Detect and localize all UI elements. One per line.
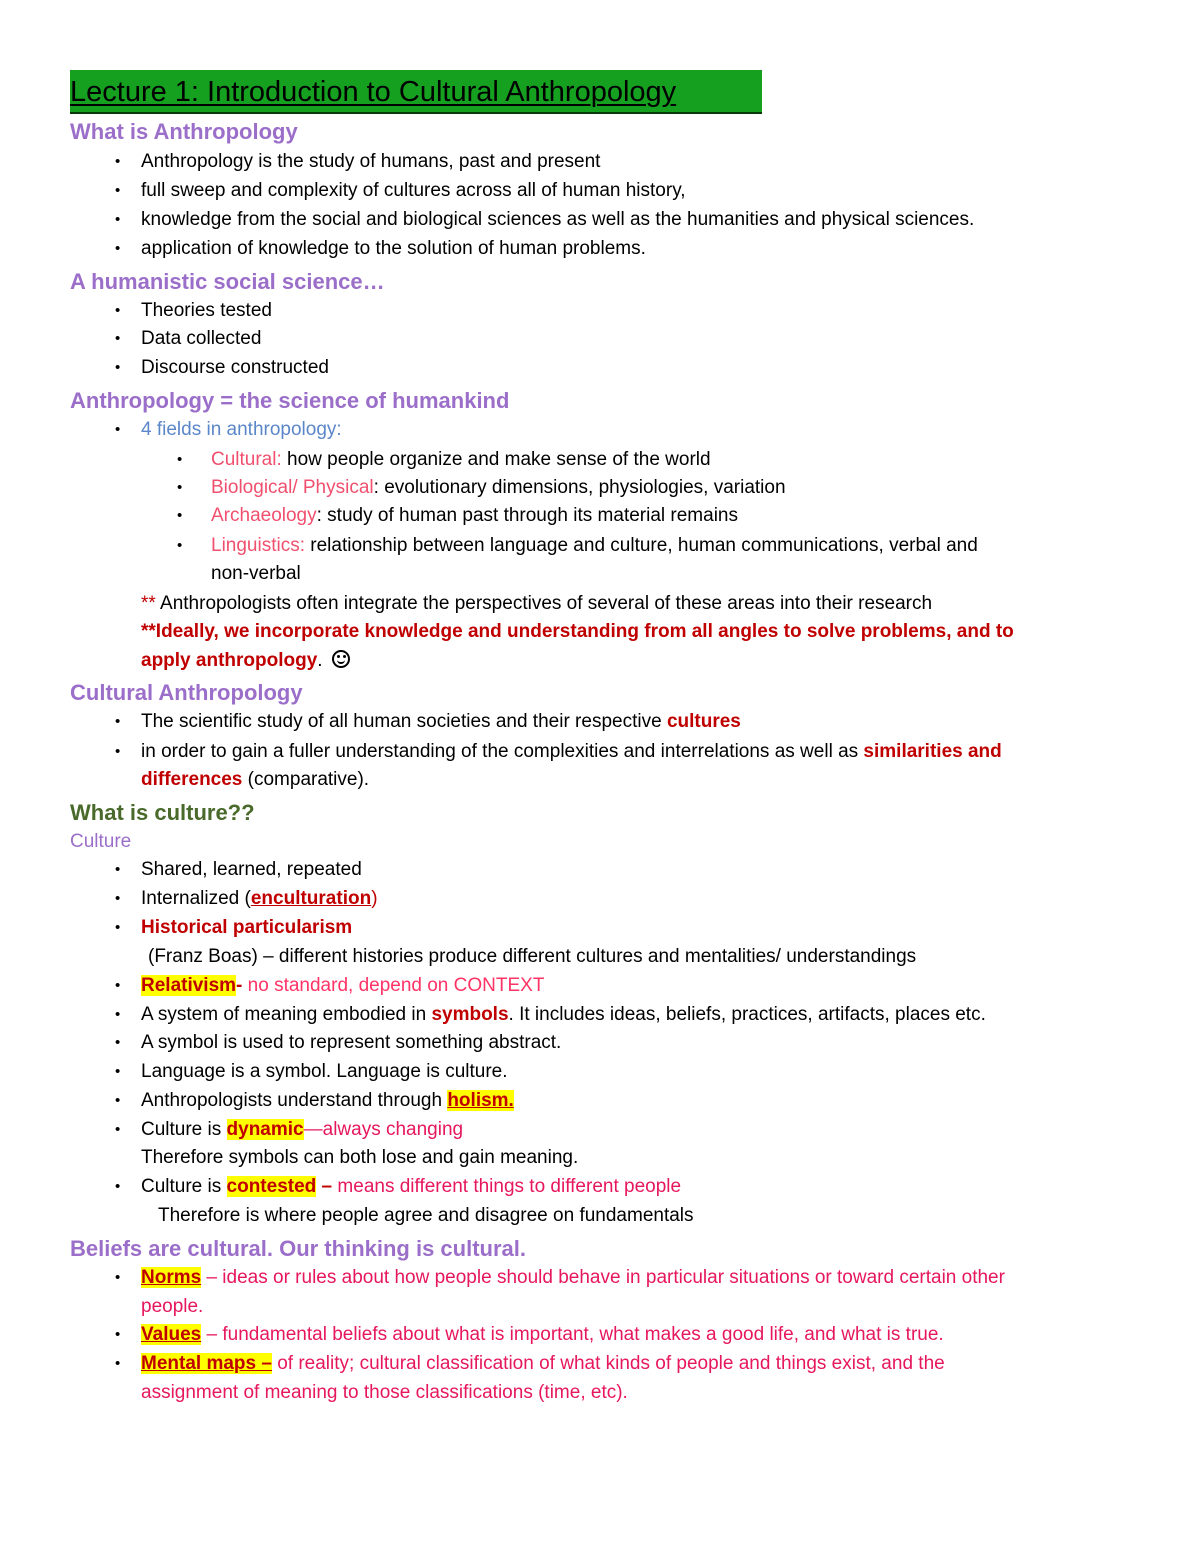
heading-what-is-anthropology: What is Anthropology [70, 119, 298, 144]
bullet: • [115, 1178, 121, 1195]
lecture-title: Lecture 1: Introduction to Cultural Anthropology [70, 70, 762, 114]
bullet: • [115, 153, 121, 170]
list-item: knowledge from the social and biological sciences as well as the humanities and physical sciences. [141, 209, 975, 230]
note-integrate: ** Anthropologists often integrate the perspectives of several of these areas into their research [141, 593, 933, 614]
bullet: • [115, 1269, 121, 1286]
list-item: A system of meaning embodied in symbols. It includes ideas, beliefs, practices, artifacts, places etc. [141, 1004, 986, 1025]
bullet: • [115, 359, 121, 376]
subheading-culture: Culture [70, 831, 132, 852]
heading-science-of-humankind: Anthropology = the science of humankind [70, 388, 510, 413]
heading-beliefs-cultural: Beliefs are cultural. Our thinking is cultural. [70, 1236, 526, 1261]
list-item-cont: Therefore is where people agree and disagree on fundamentals [158, 1205, 694, 1226]
heading-humanistic-social-science: A humanistic social science… [70, 269, 385, 294]
bullet: • [115, 890, 121, 907]
bullet: • [115, 182, 121, 199]
smiley-icon [332, 650, 350, 668]
bullet: • [177, 507, 183, 524]
list-item: The scientific study of all human societies and their respective cultures [141, 711, 741, 732]
bullet: • [115, 1326, 121, 1343]
list-item: Culture is dynamic—always changing [141, 1119, 464, 1140]
heading-cultural-anthropology: Cultural Anthropology [70, 680, 303, 705]
bullet: • [115, 302, 121, 319]
list-item: Historical particularism [141, 917, 353, 938]
list-item-norms: Norms – ideas or rules about how people should behave in particular situations or toward certain other [141, 1267, 1005, 1288]
list-item-cont: assignment of meaning to those classifications (time, etc). [141, 1382, 628, 1403]
bullet: • [115, 421, 121, 438]
bullet: • [115, 713, 121, 730]
field-item-archaeology: Archaeology: study of human past through its material remains [211, 505, 738, 526]
bullet: • [115, 1034, 121, 1051]
bullet: • [115, 1006, 121, 1023]
list-item: Discourse constructed [141, 357, 329, 378]
list-item: full sweep and complexity of cultures across all of human history, [141, 180, 686, 201]
bullet: • [177, 479, 183, 496]
note-ideally: **Ideally, we incorporate knowledge and understanding from all angles to solve problems, and to [141, 621, 1014, 642]
list-item: A symbol is used to represent something abstract. [141, 1032, 562, 1053]
bullet: • [115, 330, 121, 347]
list-item-mental-maps: Mental maps – of reality; cultural classification of what kinds of people and things exist, and the [141, 1353, 945, 1374]
list-item: Theories tested [141, 300, 272, 321]
list-item: application of knowledge to the solution of human problems. [141, 238, 646, 259]
bullet: • [115, 1092, 121, 1109]
bullet: • [115, 211, 121, 228]
list-item-cont: people. [141, 1296, 204, 1317]
heading-what-is-culture: What is culture?? [70, 800, 255, 825]
bullet: • [115, 977, 121, 994]
bullet: • [115, 919, 121, 936]
bullet: • [115, 240, 121, 257]
list-item-values: Values – fundamental beliefs about what is important, what makes a good life, and what is true. [141, 1324, 944, 1345]
list-item: Anthropology is the study of humans, past and present [141, 151, 601, 172]
list-item: Data collected [141, 328, 262, 349]
list-item-cont: differences (comparative). [141, 769, 370, 790]
field-item-cultural: Cultural: how people organize and make sense of the world [211, 449, 711, 470]
list-item: Culture is contested – means different things to different people [141, 1176, 682, 1197]
bullet: • [115, 743, 121, 760]
bullet: • [115, 861, 121, 878]
field-item-linguistics: Linguistics: relationship between language and culture, human communications, verbal and [211, 535, 978, 556]
fields-label: 4 fields in anthropology: [141, 419, 342, 440]
bullet: • [177, 537, 183, 554]
list-item-cont: (Franz Boas) – different histories produce different cultures and mentalities/ understandings [148, 946, 917, 967]
field-item-biological: Biological/ Physical: evolutionary dimensions, physiologies, variation [211, 477, 786, 498]
bullet: • [115, 1355, 121, 1372]
field-item-linguistics-cont: non-verbal [211, 563, 301, 584]
list-item: Relativism- no standard, depend on CONTEXT [141, 975, 545, 996]
bullet: • [115, 1121, 121, 1138]
list-item: in order to gain a fuller understanding of the complexities and interrelations as well as similarities and [141, 741, 1002, 762]
list-item: Shared, learned, repeated [141, 859, 362, 880]
note-ideally-cont: apply anthropology. [141, 649, 350, 673]
list-item-cont: Therefore symbols can both lose and gain meaning. [141, 1147, 579, 1168]
list-item: Language is a symbol. Language is culture. [141, 1061, 508, 1082]
bullet: • [177, 451, 183, 468]
list-item: Internalized (enculturation) [141, 888, 378, 909]
bullet: • [115, 1063, 121, 1080]
list-item: Anthropologists understand through holism. [141, 1090, 514, 1111]
